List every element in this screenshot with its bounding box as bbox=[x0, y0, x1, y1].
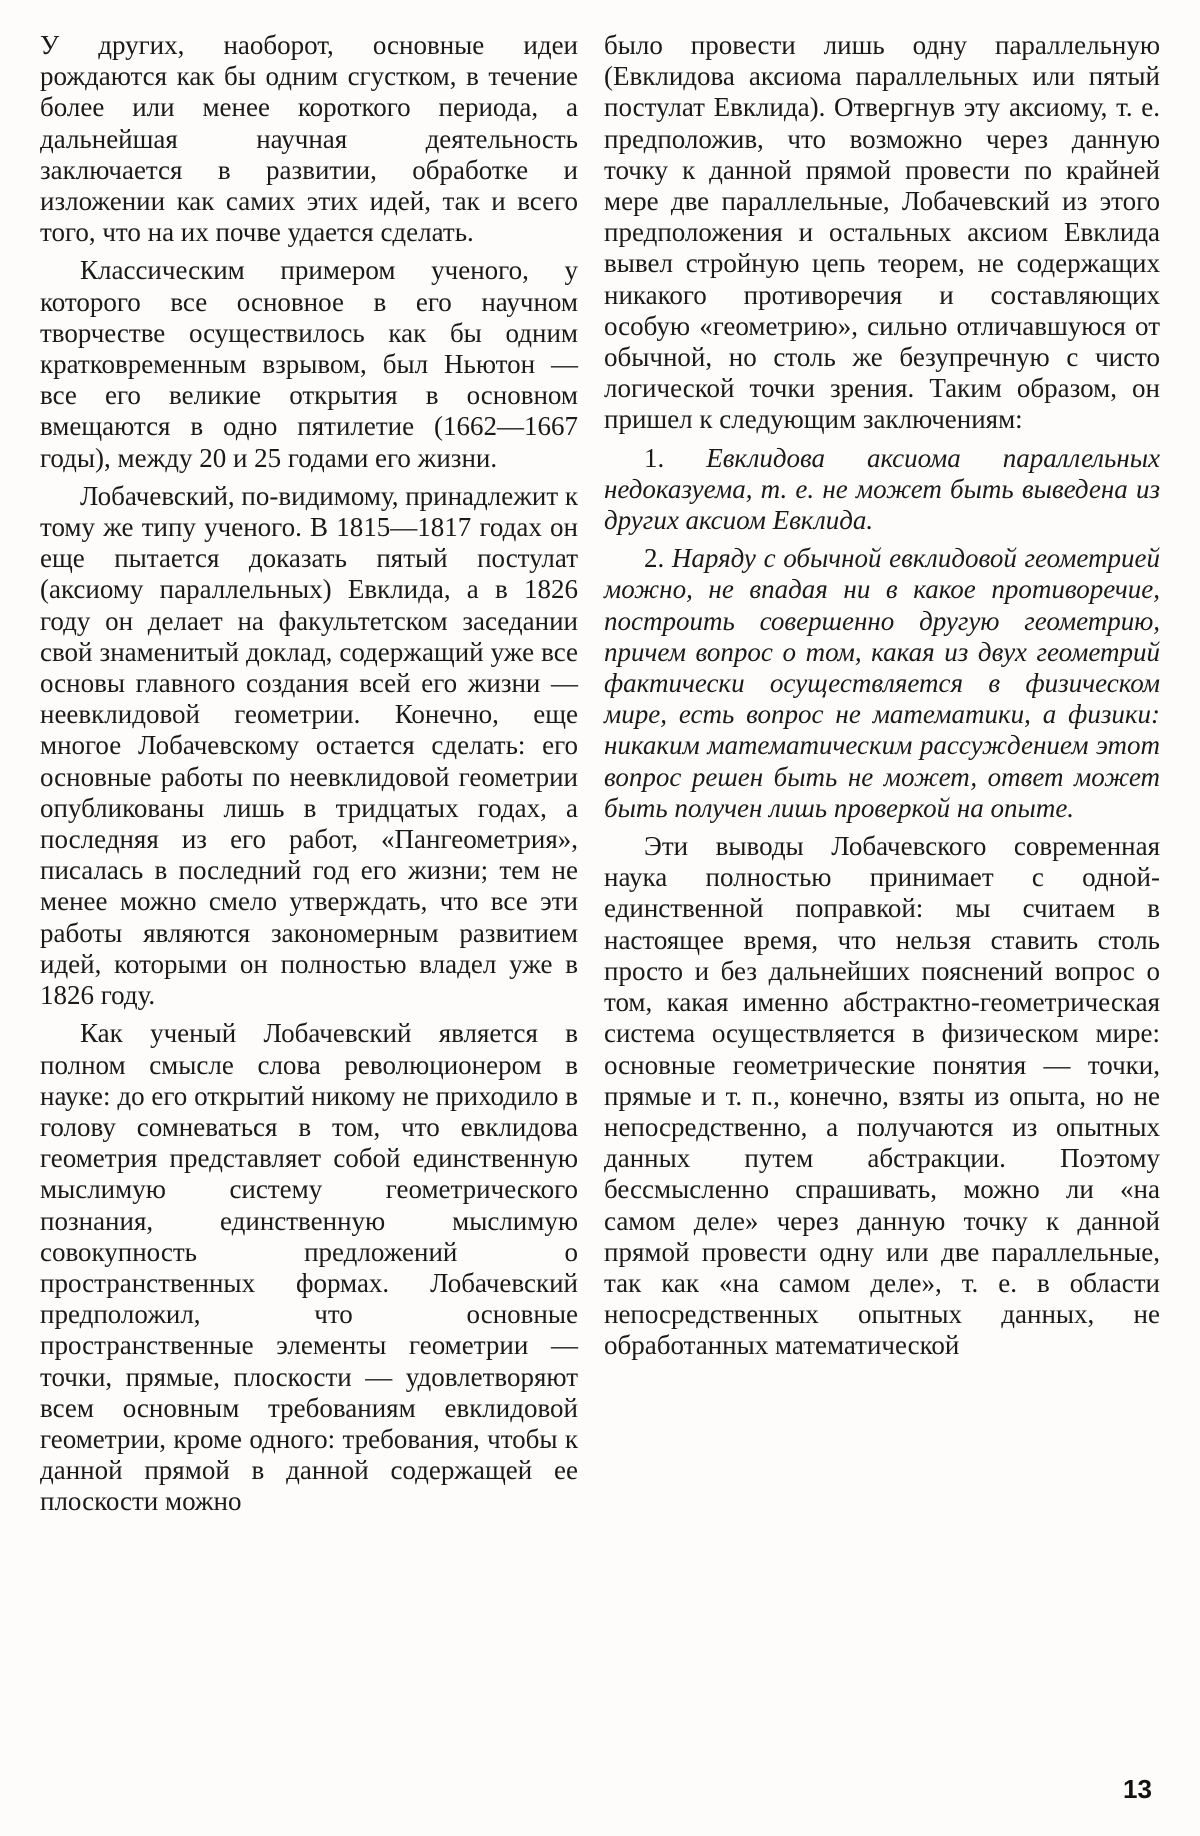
left-column bbox=[40, 30, 578, 1525]
paragraph-continuation: было провести лишь одну параллельную (Евклидова аксиома параллельных или пятый постулат Евклида). Отвергнув эту аксиому, т. е. предположив, что возможно через данную точку к данной прямой провести по крайней мере две параллельные, Лобачевский из этого предположения и остальных аксиом Евклида вывел стройную цепь теорем, не содержащих никакого противоречия и составляющих особую «геометрию», сильно отличавшуюся от обычной, но столь же безупречную с чисто логической точки зрения. Таким образом, он пришел к следующим заключениям: bbox=[604, 30, 1160, 435]
conclusion-item bbox=[604, 443, 1160, 537]
conclusion-text: Наряду с обычной евклидовой геометрией можно, не впадая ни в какое противоречие, построить совершенно другую геометрию, причем вопрос о том, какая из двух геометрий фактически осуществляется в физическом мире, есть вопрос не математики, а физики: никаким математическим рассуждением этот вопрос решен быть не может, ответ может быть получен лишь проверкой на опыте. bbox=[604, 543, 1160, 823]
conclusion-number: 1. bbox=[644, 442, 665, 473]
paragraph-lobachevsky-type: Лобачевский, по-видимому, принадлежит к тому же типу ученого. В 1815—1817 годах он еще пытается доказать пятый постулат (аксиому параллельных) Евклида, а в 1826 году он делает на факультетском заседании свой знаменитый доклад, содержащий уже все основы главного создания всей его жизни — неевклидовой геометрии. Конечно, еще многое Лобачевскому остается сделать: его основные работы по неевклидовой геометрии опубликованы лишь в тридцатых годах, а последняя из его работ, «Пангеометрия», писалась в последний год его жизни; тем не менее можно смело утверждать, что все эти работы являются закономерным развитием идей, которыми он полностью владел уже в 1826 году. bbox=[40, 480, 579, 1011]
conclusion-text: Евклидова аксиома параллельных недоказуема, т. е. не может быть выведена из других аксиом Евклида. bbox=[604, 442, 1160, 536]
right-column bbox=[604, 30, 1160, 1369]
page-number: 13 bbox=[1123, 1774, 1152, 1804]
paragraph-ideas-cluster: У других, наоборот, основные идеи рождаются как бы одним сгустком, в течение более или менее короткого периода, а дальнейшая научная деятельность заключается в развитии, обработке и изложении как самих этих идей, так и всего того, что на их почве удается сделать. bbox=[40, 30, 578, 248]
conclusion-number: 2. bbox=[644, 543, 665, 574]
conclusion-item bbox=[604, 543, 1160, 824]
paragraph-newton: Классическим примером ученого, у которого все основное в его научном творчестве осуществилось как бы одним кратковременным взрывом, был Ньютон — все его великие открытия в основном вмещаются в одно пятилетие (1662—1667 годы), между 20 и 25 годами его жизни. bbox=[40, 255, 578, 473]
paragraph-revolutionary: Как ученый Лобачевский является в полном смысле слова революционером в науке: до его открытий никому не приходило в голову сомневаться в том, что евклидова геометрия представляет собой единственную мыслимую систему геометрического познания, единственную мыслимую совокупность предложений о пространственных формах. Лобачевский предположил, что основные пространственные элементы геометрии — точки, прямые, плоскости — удовлетворяют всем основным требованиям евклидовой геометрии, кроме одного: требования, чтобы к данной прямой в данной содержащей ее плоскости можно bbox=[40, 1018, 578, 1517]
paragraph-modern-view: Эти выводы Лобачевского современная наука полностью принимает с одной-единственной поправкой: мы считаем в настоящее время, что нельзя ставить столь просто и без дальнейших пояснений вопрос о том, какая именно абстрактно-геометрическая система осуществляется в физическом мире: основные геометрические понятия — точки, прямые и т. п., конечно, взяты из опыта, но не непосредственно, а получаются из опытных данных путем абстракции. Поэтому бессмысленно спрашивать, можно ли «на самом деле» через данную точку к данной прямой провести одну или две параллельные, так как «на самом деле», т. е. в области непосредственных опытных данных, не обработанных математической bbox=[604, 831, 1160, 1361]
